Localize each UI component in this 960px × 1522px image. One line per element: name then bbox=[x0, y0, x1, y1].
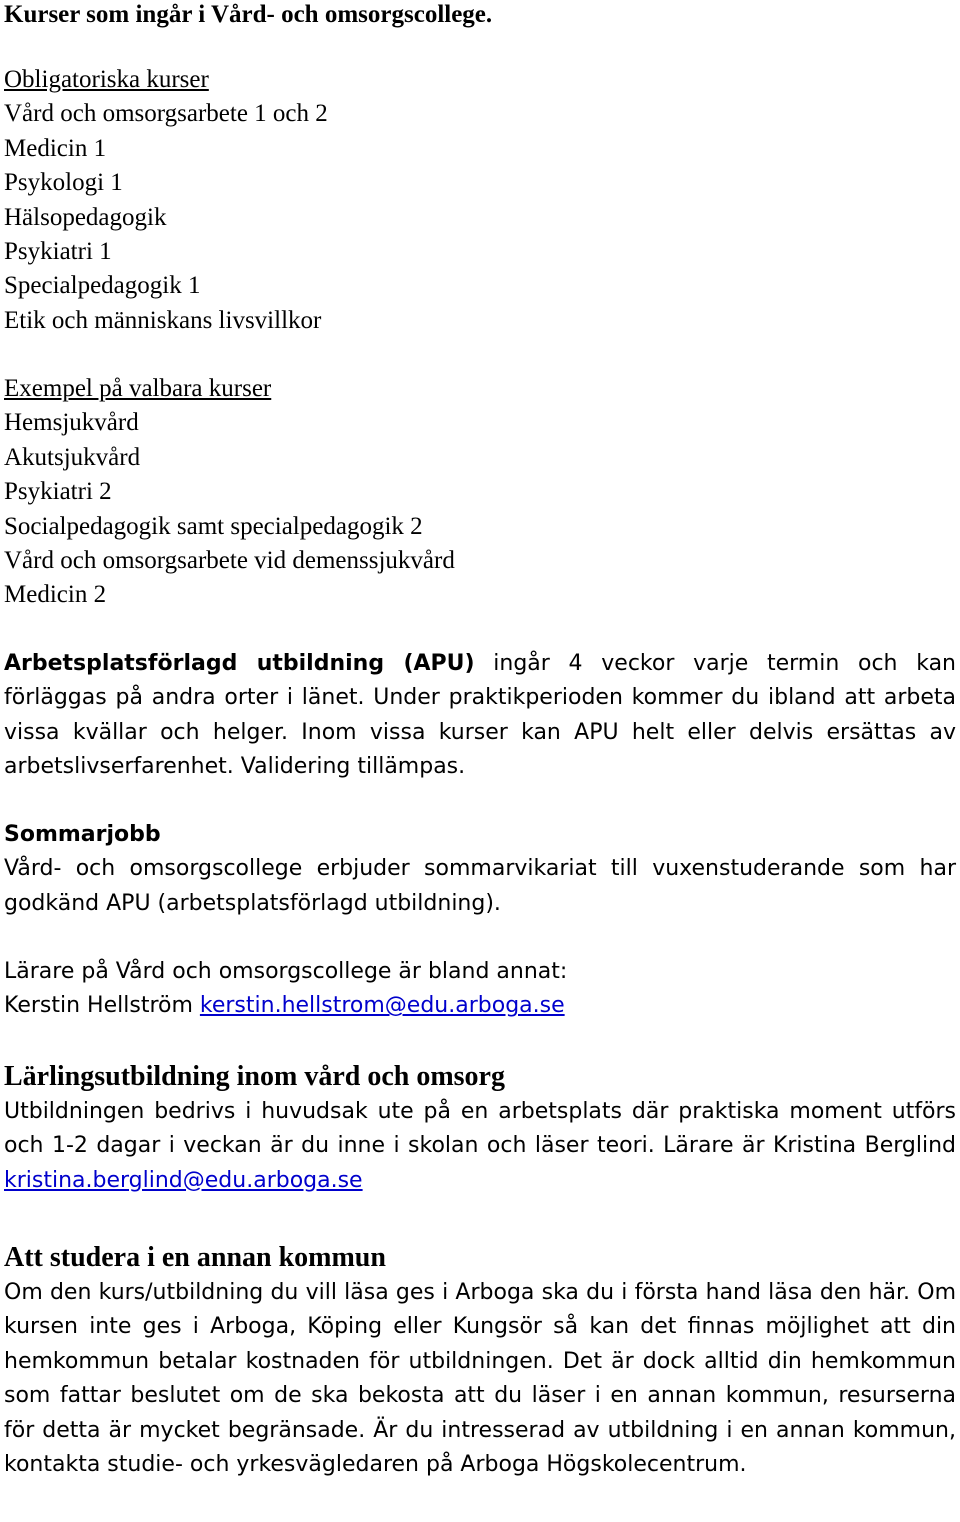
optional-courses-title: Exempel på valbara kurser bbox=[4, 375, 272, 402]
mandatory-courses-list bbox=[4, 97, 956, 338]
mandatory-course-item: Etik och människans livsvillkor bbox=[4, 306, 322, 334]
optional-courses-list bbox=[4, 406, 956, 612]
mandatory-courses-title: Obligatoriska kurser bbox=[4, 66, 209, 93]
mandatory-course-item: Psykologi 1 bbox=[4, 169, 123, 197]
mandatory-courses-section bbox=[4, 63, 956, 338]
optional-course-item: Socialpedagogik samt specialpedagogik 2 bbox=[4, 512, 423, 540]
optional-course-item: Psykiatri 2 bbox=[4, 478, 112, 506]
optional-course-item: Akutsjukvård bbox=[4, 443, 141, 471]
teacher-email-link[interactable]: kerstin.hellstrom@edu.arboga.se bbox=[199, 993, 565, 1019]
mandatory-course-item: Specialpedagogik 1 bbox=[4, 272, 201, 300]
other-municipality-text: Om den kurs/utbildning du vill läsa ges i Arboga ska du i första hand läsa den här. Om kursen inte ges i Arboga, Köping eller Kungsör så kan det finnas möjlighet att din hemkommun betalar kostnaden för utbildningen. Det är dock alltid din hemkommun som fattar beslutet om de ska bekosta att du läser i en annan kommun, resurserna för detta är mycket begränsade. Är du intresserad av utbildning i en annan kommun, kontakta studie- och yrkesvägledaren på Arboga Högskolecentrum. bbox=[4, 1280, 956, 1478]
page-title: Kurser som ingår i Vård- och omsorgscollege. bbox=[4, 1, 493, 28]
apprentice-text bbox=[4, 1095, 956, 1198]
apu-text: ingår 4 veckor varje termin och kan förläggas på andra orter i länet. Under praktikperioden kommer du ibland att arbeta vissa kvällar och helger. Inom vissa kurser kan APU helt eller delvis ersättas av arbetslivserfarenhet. Validering tillämpas. bbox=[4, 651, 956, 780]
apprentice-email-link[interactable]: kristina.berglind@edu.arboga.se bbox=[4, 1167, 363, 1193]
other-municipality-title: Att studera i en annan kommun bbox=[4, 1242, 386, 1273]
summer-job-section bbox=[4, 818, 956, 921]
mandatory-course-item: Hälsopedagogik bbox=[4, 203, 167, 231]
optional-course-item: Vård och omsorgsarbete vid demenssjukvård bbox=[4, 547, 455, 575]
optional-course-item: Medicin 2 bbox=[4, 581, 107, 609]
mandatory-course-item: Medicin 1 bbox=[4, 134, 107, 162]
mandatory-course-item: Vård och omsorgsarbete 1 och 2 bbox=[4, 100, 328, 128]
apprentice-body: Utbildningen bedrivs i huvudsak ute på en arbetsplats där praktiska moment utförs och 1-2 dagar i veckan är du inne i skolan och läser teori. Lärare är Kristina Berglind bbox=[4, 1099, 956, 1159]
summer-job-text: Vård- och omsorgscollege erbjuder sommarvikariat till vuxenstuderande som har godkänd APU (arbetsplatsförlagd utbildning). bbox=[4, 856, 956, 916]
optional-course-item: Hemsjukvård bbox=[4, 409, 139, 437]
apu-paragraph bbox=[4, 647, 956, 785]
summer-job-title: Sommarjobb bbox=[4, 822, 161, 847]
apu-lead: Arbetsplatsförlagd utbildning (APU) bbox=[4, 651, 475, 676]
mandatory-course-item: Psykiatri 1 bbox=[4, 238, 112, 266]
other-municipality-section bbox=[4, 1240, 956, 1482]
teachers-intro: Lärare på Vård och omsorgscollege är bland annat: bbox=[4, 959, 568, 984]
teacher-line bbox=[4, 989, 956, 1023]
teachers-section bbox=[4, 955, 956, 1024]
optional-courses-section bbox=[4, 372, 956, 613]
apu-section bbox=[4, 647, 956, 785]
apprentice-section bbox=[4, 1059, 956, 1198]
apprentice-title: Lärlingsutbildning inom vård och omsorg bbox=[4, 1061, 505, 1092]
teacher-name: Kerstin Hellström bbox=[4, 993, 200, 1019]
